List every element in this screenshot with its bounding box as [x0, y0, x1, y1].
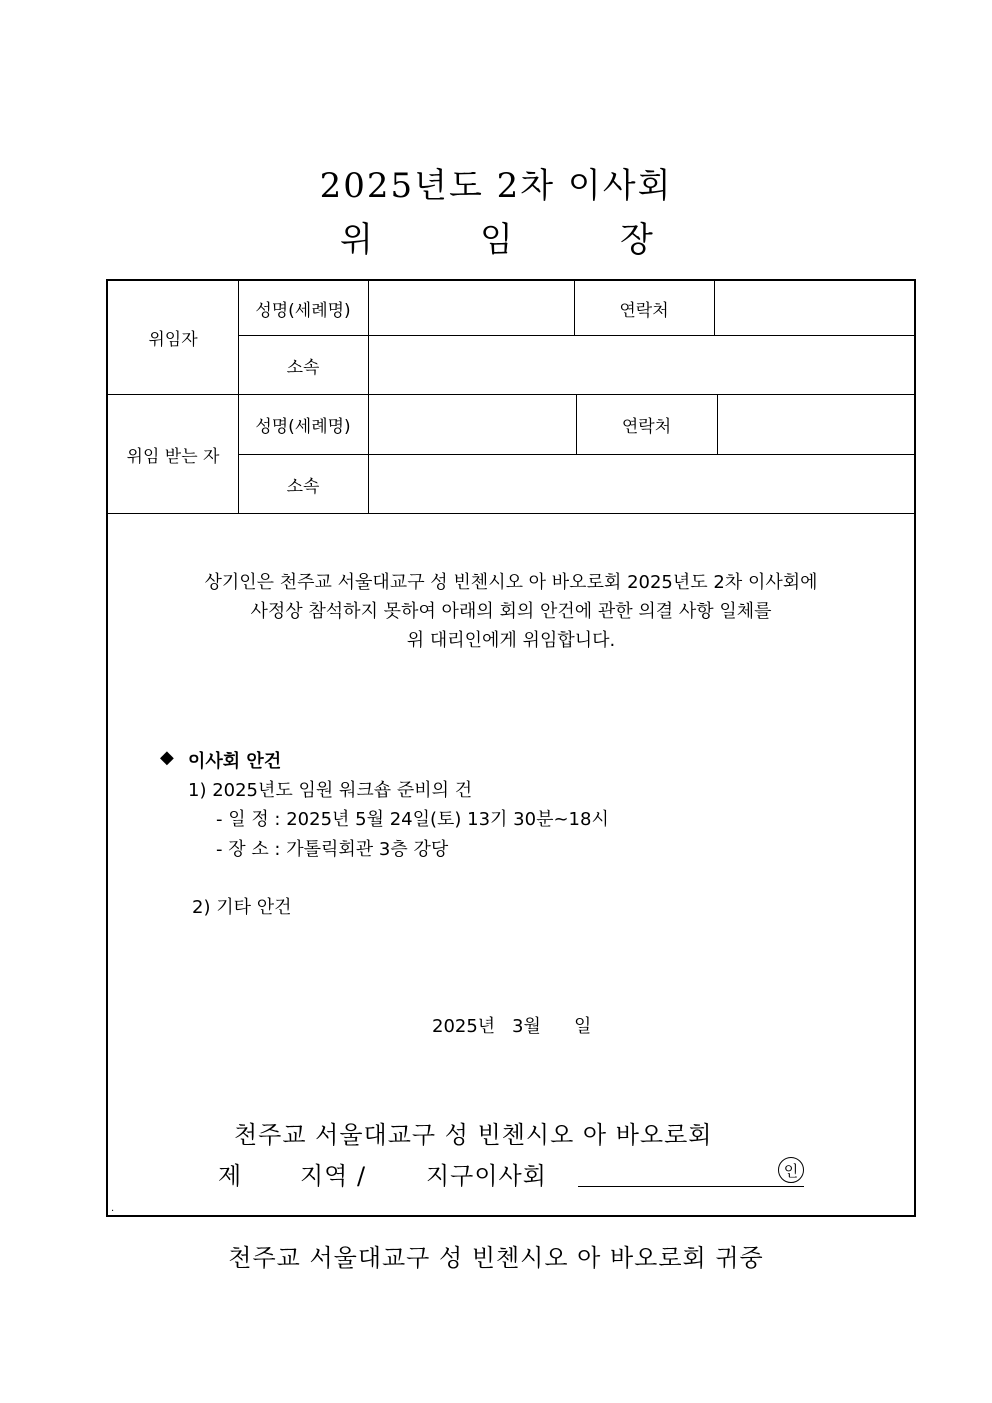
subtitle-char-2: 임 — [480, 220, 513, 260]
subtitle-char-3: 장 — [620, 220, 653, 260]
date-year: 2025년 — [432, 1016, 496, 1037]
agenda-item-1-schedule: - 일 정 : 2025년 5월 24일(토) 13기 30분~18시 — [216, 809, 609, 830]
agenda-item-1: 1) 2025년도 임원 워크숍 준비의 건 — [188, 780, 473, 801]
delegate-affiliation-field[interactable] — [369, 455, 914, 513]
delegator-name-field[interactable] — [369, 281, 574, 335]
body-line-1: 상기인은 천주교 서울대교구 성 빈첸시오 아 바오로회 2025년도 2차 이사회에 — [204, 572, 818, 593]
signature-prefix: 제 — [218, 1162, 243, 1190]
agenda-item-2: 2) 기타 안건 — [192, 897, 292, 918]
delegate-contact-label: 연락처 — [621, 417, 672, 437]
date-day: 일 — [574, 1016, 592, 1037]
corner-mark: . — [111, 1203, 115, 1214]
delegate-name-label: 성명(세례명) — [255, 417, 351, 437]
diamond-bullet-icon: ◆ — [160, 747, 174, 768]
document-title: 2025년도 2차 이사회 — [319, 166, 673, 206]
subtitle-char-1: 위 — [340, 220, 373, 260]
delegator-name-label: 성명(세례명) — [255, 300, 351, 321]
signature-region: 지역 / — [300, 1162, 367, 1190]
agenda-item-1-place: - 장 소 : 가톨릭회관 3층 강당 — [216, 839, 449, 860]
delegator-contact-field[interactable] — [715, 281, 914, 335]
seal-icon: 인 — [778, 1157, 804, 1183]
delegate-contact-field[interactable] — [718, 395, 914, 454]
delegator-label: 위임자 — [148, 330, 198, 350]
delegate-affiliation-label: 소속 — [286, 476, 320, 497]
delegator-affiliation-label: 소속 — [286, 357, 320, 378]
delegate-label: 위임 받는 자 — [126, 446, 220, 467]
delegate-name-field[interactable] — [369, 395, 576, 454]
signature-org: 천주교 서울대교구 성 빈첸시오 아 바오로회 — [234, 1121, 713, 1149]
footer-recipient: 천주교 서울대교구 성 빈첸시오 아 바오로회 귀중 — [228, 1244, 764, 1272]
body-line-3: 위 대리인에게 위임합니다. — [406, 630, 616, 651]
delegator-contact-label: 연락처 — [619, 300, 669, 321]
date-month: 3월 — [512, 1016, 541, 1037]
agenda-heading: 이사회 안건 — [188, 751, 282, 772]
divider — [108, 513, 914, 514]
delegator-affiliation-field[interactable] — [369, 336, 914, 394]
signature-line — [578, 1186, 804, 1187]
signature-council: 지구이사회 — [426, 1162, 547, 1190]
form-frame — [106, 279, 916, 1217]
body-line-2: 사정상 참석하지 못하여 아래의 회의 안건에 관한 의결 사항 일체를 — [250, 601, 772, 622]
